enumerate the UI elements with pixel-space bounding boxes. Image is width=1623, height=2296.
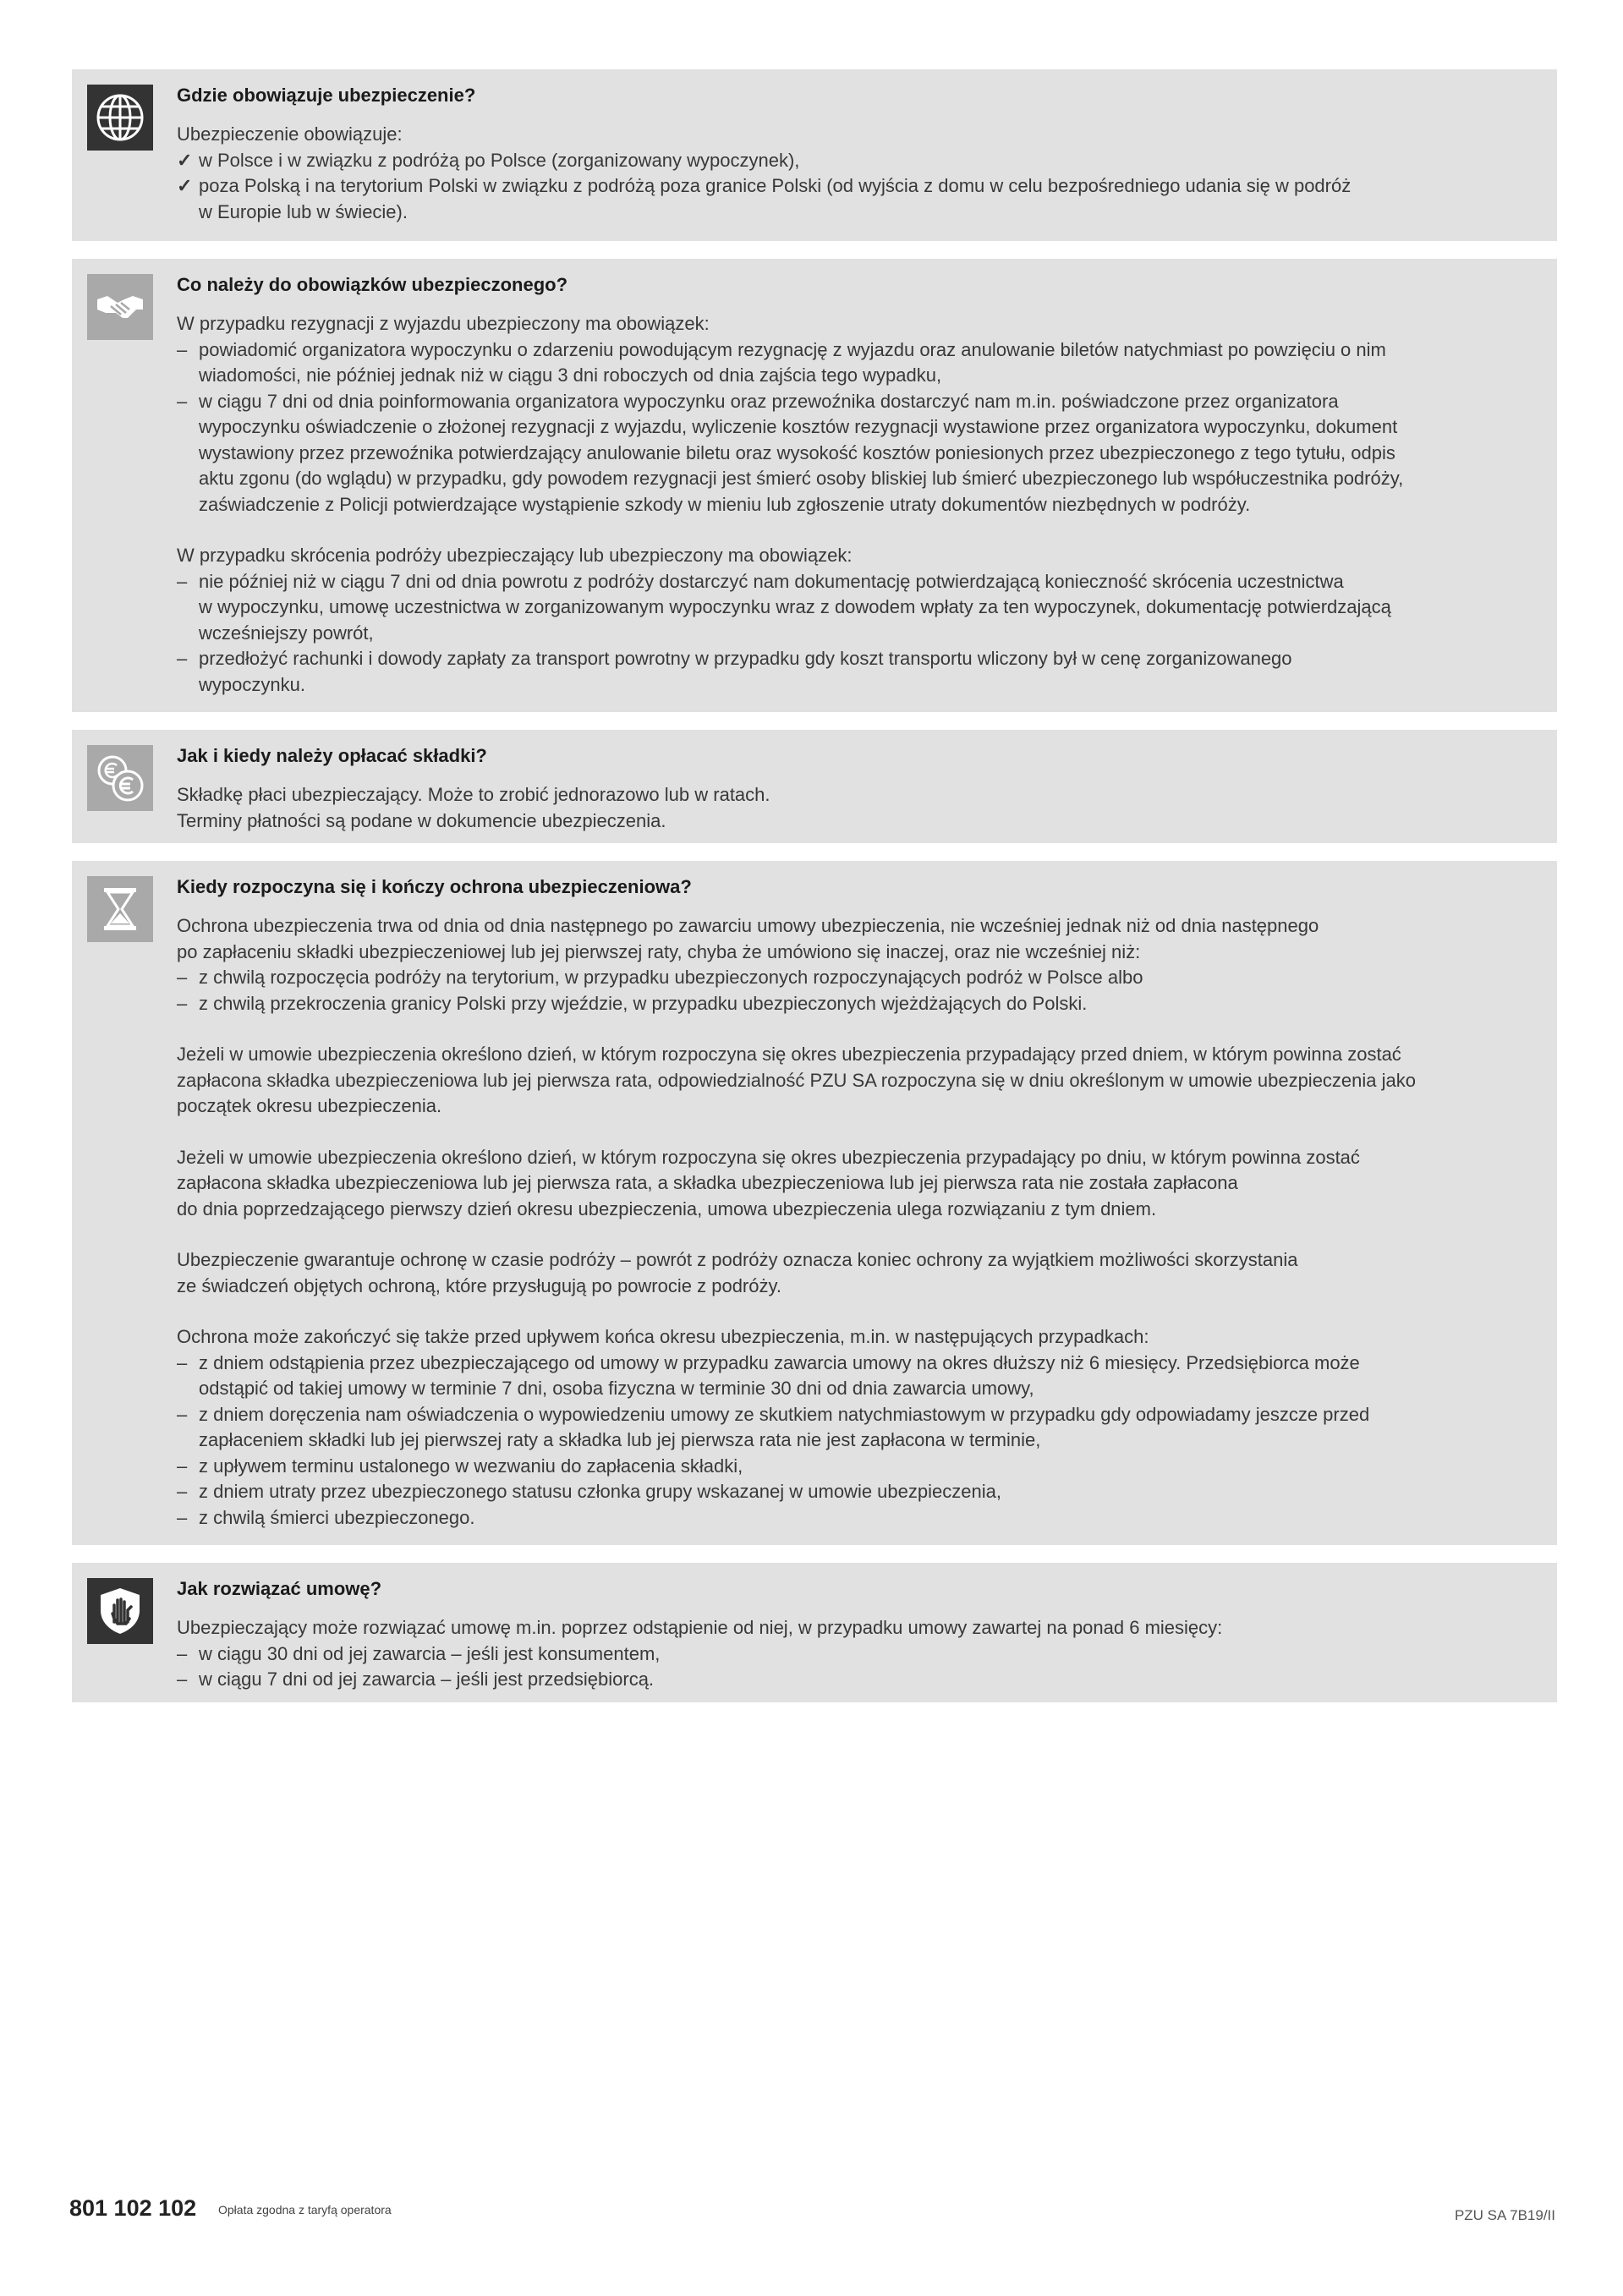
dash-marker: –	[177, 1403, 188, 1425]
dash-marker: –	[177, 1481, 188, 1502]
list-item: – z dniem odstąpienia przez ubezpieczającego od umowy w przypadku zawarcia umowy na okres dłuższy niż 6 miesięcy. Przedsiębiorca może odstąpić od takiej umowy w terminie 7 dni, osoba fizyczna w terminie 30 dni od dnia zawarcia umowy,	[177, 1351, 1360, 1399]
section-text: po zapłaceniu składki ubezpieczeniowej lub jej pierwszej raty, chyba że umówiono się inaczej, oraz nie wcześniej niż:	[177, 940, 1141, 962]
globe-icon	[87, 85, 153, 151]
list-item: – w ciągu 7 dni od jej zawarcia – jeśli jest przedsiębiorcą.	[177, 1667, 1523, 1693]
dash-marker: –	[177, 1669, 188, 1690]
section-text: Ochrona ubezpieczenia trwa od dnia od dnia następnego po zawarciu umowy ubezpieczenia, nie wcześniej jednak niż od dnia następnego	[177, 915, 1319, 936]
dash-marker: –	[177, 1455, 188, 1477]
hotline-number: 801 102 102	[69, 2195, 197, 2221]
section-text: Ochrona może zakończyć się także przed upływem końca okresu ubezpieczenia, m.in. w następujących przypadkach:	[177, 1326, 1149, 1347]
section-duties	[72, 259, 1557, 712]
section-title: Co należy do obowiązków ubezpieczonego?	[177, 274, 568, 295]
euro-coins-icon	[87, 745, 153, 811]
document-code: PZU SA 7B19/II	[1454, 2207, 1555, 2223]
section-text: Jeżeli w umowie ubezpieczenia określono dzień, w którym rozpoczyna się okres ubezpieczenia przypadający po dniu, w którym powinna zostać	[177, 1146, 1360, 1168]
check-icon: ✓	[177, 149, 193, 171]
section-title: Kiedy rozpoczyna się i kończy ochrona ubezpieczeniowa?	[177, 876, 692, 897]
section-text: do dnia poprzedzającego pierwszy dzień okresu ubezpieczenia, umowa ubezpieczenia ulega rozwiązaniu z tym dniem.	[177, 1197, 1157, 1219]
list-item: ✓ w Polsce i w związku z podróżą po Polsce (zorganizowany wypoczynek),	[177, 148, 1523, 174]
tariff-note: Opłata zgodna z taryfą operatora	[218, 2203, 392, 2217]
list-item: – z chwilą przekroczenia granicy Polski przy wjeździe, w przypadku ubezpieczonych wjeżdżających do Polski.	[177, 991, 1523, 1017]
section-intro: W przypadku skrócenia podróży ubezpieczający lub ubezpieczony ma obowiązek:	[177, 545, 853, 566]
hourglass-icon	[87, 876, 153, 942]
section-text: zapłacona składka ubezpieczeniowa lub jej pierwsza rata, odpowiedzialność PZU SA rozpoczyna się w dniu określonym w umowie ubezpieczenia jako	[177, 1069, 1416, 1091]
dash-marker: –	[177, 1506, 188, 1528]
check-icon: ✓	[177, 175, 193, 196]
section-title: Jak i kiedy należy opłacać składki?	[177, 745, 487, 766]
dash-marker: –	[177, 338, 188, 360]
section-title: Jak rozwiązać umowę?	[177, 1578, 382, 1599]
section-text: Terminy płatności są podane w dokumencie ubezpieczenia.	[177, 809, 666, 831]
section-title: Gdzie obowiązuje ubezpieczenie?	[177, 85, 476, 106]
handshake-icon	[87, 274, 153, 340]
list-item: – w ciągu 7 dni od dnia poinformowania organizatora wypoczynku oraz przewoźnika dostarczyć nam m.in. poświadczone przez organizatora wypoczynku oświadczenie o złożonej rezygnacji z wyjazdu, wyliczenie kosztów rezygnacji wystawione przez organizatora wypoczynku, dokument wystawiony przez przewoźnika potwierdzający anulowanie biletu oraz wysokość kosztów poniesionych przez ubezpieczonego z tego tytułu, odpis aktu zgonu (do wglądu) w przypadku, gdy powodem rezygnacji jest śmierć osoby bliskiej lub śmierć ubezpieczonego lub współuczestnika podróży, zaświadczenie z Policji potwierdzające wystąpienie szkody w mieniu lub zgłoszenie utraty dokumentów niezbędnych w podróży.	[177, 390, 1404, 515]
section-text: Jeżeli w umowie ubezpieczenia określono dzień, w którym rozpoczyna się okres ubezpieczenia przypadający przed dniem, w którym powinna zostać	[177, 1044, 1401, 1065]
section-intro: W przypadku rezygnacji z wyjazdu ubezpieczony ma obowiązek:	[177, 313, 710, 334]
list-item: – z dniem doręczenia nam oświadczenia o wypowiedzeniu umowy ze skutkiem natychmiastowym w przypadku gdy odpowiadamy jeszcze przed zapłaceniem składki lub jej pierwszej raty a składka lub jej pierwsza rata nie jest zapłacona w terminie,	[177, 1403, 1370, 1450]
section-intro: Ubezpieczający może rozwiązać umowę m.in. poprzez odstąpienie od niej, w przypadku umowy zawartej na ponad 6 miesięcy:	[177, 1617, 1223, 1638]
section-intro: Ubezpieczenie obowiązuje:	[177, 123, 403, 145]
shield-hand-icon	[87, 1578, 153, 1644]
list-item: – w ciągu 30 dni od jej zawarcia – jeśli jest konsumentem,	[177, 1641, 1523, 1668]
section-text: zapłacona składka ubezpieczeniowa lub jej pierwsza rata, a składka ubezpieczeniowa lub jej pierwsza rata nie została zapłacona	[177, 1172, 1238, 1193]
dash-marker: –	[177, 967, 188, 988]
section-payment	[72, 730, 1557, 843]
list-item: – powiadomić organizatora wypoczynku o zdarzeniu powodującym rezygnację z wyjazdu oraz anulowanie biletów natychmiast po powzięciu o nim wiadomości, nie później jednak niż w ciągu 3 dni roboczych od dnia zajścia tego wypadku,	[177, 338, 1386, 386]
dash-marker: –	[177, 1642, 188, 1664]
dash-marker: –	[177, 390, 188, 412]
section-text: początek okresu ubezpieczenia.	[177, 1095, 442, 1116]
section-termination	[72, 1563, 1557, 1702]
list-item: – z chwilą śmierci ubezpieczonego.	[177, 1505, 1523, 1532]
list-item: – z chwilą rozpoczęcia podróży na terytorium, w przypadku ubezpieczonych rozpoczynających podróż w Polsce albo	[177, 965, 1523, 991]
dash-marker: –	[177, 992, 188, 1014]
section-text: ze świadczeń objętych ochroną, które przysługują po powrocie z podróży.	[177, 1274, 781, 1296]
list-item: – nie później niż w ciągu 7 dni od dnia powrotu z podróży dostarczyć nam dokumentację potwierdzającą konieczność skrócenia uczestnictwa w wypoczynku, umowę uczestnictwa w zorganizowanym wypoczynku wraz z dowodem wpłaty za ten wypoczynek, dokumentację potwierdzającą wcześniejszy powrót,	[177, 570, 1391, 644]
section-coverage-period	[72, 861, 1557, 1545]
list-item: ✓ poza Polską i na terytorium Polski w związku z podróżą poza granice Polski (od wyjścia z domu w celu bezpośredniego udania się w podróż w Europie lub w świecie).	[177, 175, 1352, 222]
section-text: Ubezpieczenie gwarantuje ochronę w czasie podróży – powrót z podróży oznacza koniec ochrony za wyjątkiem możliwości skorzystania	[177, 1249, 1298, 1270]
dash-marker: –	[177, 570, 188, 592]
list-item: – z dniem utraty przez ubezpieczonego statusu członka grupy wskazanej w umowie ubezpieczenia,	[177, 1479, 1523, 1505]
section-text: Składkę płaci ubezpieczający. Może to zrobić jednorazowo lub w ratach.	[177, 784, 770, 805]
list-item: – przedłożyć rachunki i dowody zapłaty za transport powrotny w przypadku gdy koszt transportu wliczony był w cenę zorganizowanego wypoczynku.	[177, 648, 1292, 695]
dash-marker: –	[177, 648, 188, 669]
dash-marker: –	[177, 1351, 188, 1373]
section-where	[72, 69, 1557, 241]
list-item: – z upływem terminu ustalonego w wezwaniu do zapłacenia składki,	[177, 1454, 1523, 1480]
